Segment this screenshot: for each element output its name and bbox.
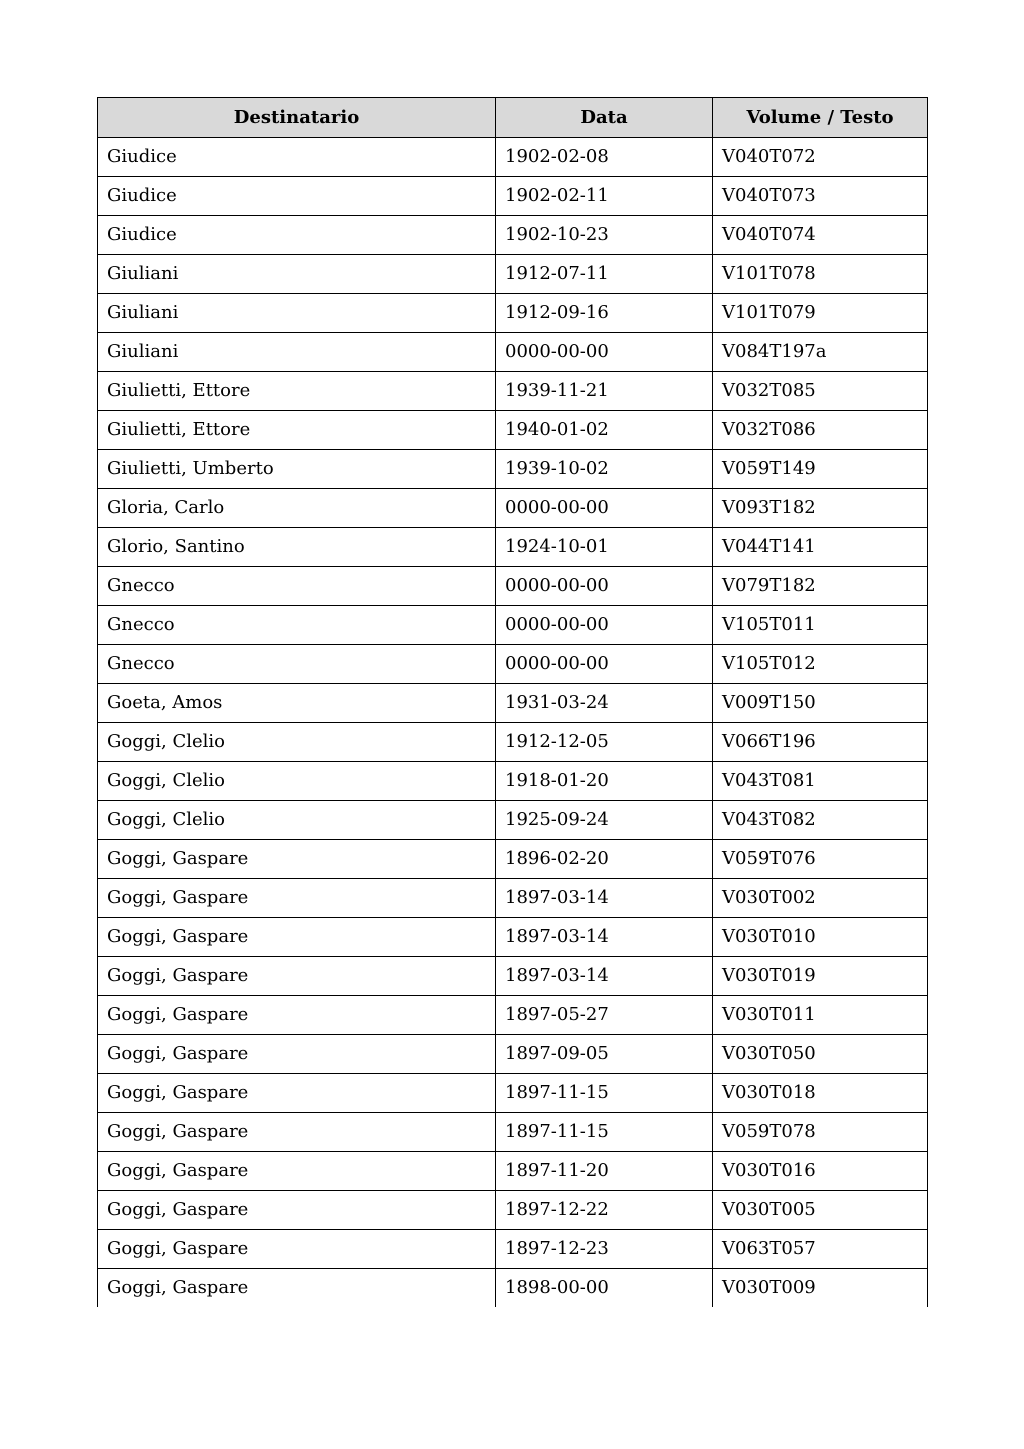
cell-data: 1897-05-27 bbox=[496, 996, 713, 1035]
table-row bbox=[98, 177, 928, 216]
cell-data: 1939-11-21 bbox=[496, 372, 713, 411]
cell-destinatario: Goggi, Gaspare bbox=[98, 1074, 496, 1113]
header-data: Data bbox=[496, 98, 713, 138]
cell-data: 1897-11-15 bbox=[496, 1113, 713, 1152]
table-row bbox=[98, 957, 928, 996]
table-row bbox=[98, 216, 928, 255]
table-header bbox=[98, 98, 928, 138]
cell-data: 1940-01-02 bbox=[496, 411, 713, 450]
cell-destinatario: Glorio, Santino bbox=[98, 528, 496, 567]
cell-data: 1925-09-24 bbox=[496, 801, 713, 840]
table-row bbox=[98, 645, 928, 684]
table-row bbox=[98, 723, 928, 762]
cell-volume-testo: V101T078 bbox=[713, 255, 928, 294]
cell-volume-testo: V105T011 bbox=[713, 606, 928, 645]
cell-volume-testo: V032T086 bbox=[713, 411, 928, 450]
cell-destinatario: Gnecco bbox=[98, 645, 496, 684]
cell-volume-testo: V030T005 bbox=[713, 1191, 928, 1230]
table-row bbox=[98, 606, 928, 645]
cell-data: 1918-01-20 bbox=[496, 762, 713, 801]
cell-volume-testo: V043T081 bbox=[713, 762, 928, 801]
cell-destinatario: Giulietti, Umberto bbox=[98, 450, 496, 489]
cell-data: 1902-02-11 bbox=[496, 177, 713, 216]
table-row bbox=[98, 1191, 928, 1230]
cell-volume-testo: V030T018 bbox=[713, 1074, 928, 1113]
table-row bbox=[98, 1152, 928, 1191]
table-body bbox=[98, 138, 928, 1308]
cell-destinatario: Giudice bbox=[98, 216, 496, 255]
cell-destinatario: Giulietti, Ettore bbox=[98, 411, 496, 450]
cell-data: 1902-02-08 bbox=[496, 138, 713, 177]
cell-volume-testo: V059T078 bbox=[713, 1113, 928, 1152]
table-row bbox=[98, 1230, 928, 1269]
cell-destinatario: Giudice bbox=[98, 177, 496, 216]
table-row bbox=[98, 333, 928, 372]
header-volume-testo: Volume / Testo bbox=[713, 98, 928, 138]
cell-volume-testo: V030T050 bbox=[713, 1035, 928, 1074]
table-row bbox=[98, 489, 928, 528]
cell-destinatario: Goggi, Gaspare bbox=[98, 957, 496, 996]
table-row bbox=[98, 138, 928, 177]
cell-volume-testo: V059T149 bbox=[713, 450, 928, 489]
cell-destinatario: Goggi, Gaspare bbox=[98, 1113, 496, 1152]
cell-destinatario: Goggi, Clelio bbox=[98, 723, 496, 762]
table-row bbox=[98, 255, 928, 294]
cell-data: 1897-09-05 bbox=[496, 1035, 713, 1074]
cell-data: 1897-12-23 bbox=[496, 1230, 713, 1269]
cell-destinatario: Goggi, Gaspare bbox=[98, 1035, 496, 1074]
cell-data: 1912-09-16 bbox=[496, 294, 713, 333]
table-row bbox=[98, 294, 928, 333]
cell-data: 1898-00-00 bbox=[496, 1269, 713, 1308]
cell-volume-testo: V030T011 bbox=[713, 996, 928, 1035]
cell-destinatario: Goggi, Gaspare bbox=[98, 996, 496, 1035]
cell-destinatario: Goggi, Clelio bbox=[98, 801, 496, 840]
cell-volume-testo: V030T016 bbox=[713, 1152, 928, 1191]
header-row bbox=[98, 98, 928, 138]
table-row bbox=[98, 879, 928, 918]
table-row bbox=[98, 411, 928, 450]
cell-volume-testo: V063T057 bbox=[713, 1230, 928, 1269]
cell-destinatario: Goeta, Amos bbox=[98, 684, 496, 723]
cell-volume-testo: V043T082 bbox=[713, 801, 928, 840]
cell-data: 1912-07-11 bbox=[496, 255, 713, 294]
cell-volume-testo: V093T182 bbox=[713, 489, 928, 528]
table-row bbox=[98, 567, 928, 606]
cell-volume-testo: V040T073 bbox=[713, 177, 928, 216]
cell-volume-testo: V030T010 bbox=[713, 918, 928, 957]
cell-data: 1897-03-14 bbox=[496, 879, 713, 918]
cell-destinatario: Goggi, Clelio bbox=[98, 762, 496, 801]
cell-volume-testo: V079T182 bbox=[713, 567, 928, 606]
table-row bbox=[98, 450, 928, 489]
cell-volume-testo: V105T012 bbox=[713, 645, 928, 684]
cell-destinatario: Goggi, Gaspare bbox=[98, 840, 496, 879]
cell-volume-testo: V032T085 bbox=[713, 372, 928, 411]
cell-data: 1897-11-15 bbox=[496, 1074, 713, 1113]
cell-destinatario: Gnecco bbox=[98, 606, 496, 645]
cell-volume-testo: V066T196 bbox=[713, 723, 928, 762]
cell-destinatario: Giuliani bbox=[98, 333, 496, 372]
cell-destinatario: Giulietti, Ettore bbox=[98, 372, 496, 411]
table-row bbox=[98, 684, 928, 723]
cell-data: 0000-00-00 bbox=[496, 489, 713, 528]
table-row bbox=[98, 1113, 928, 1152]
cell-data: 0000-00-00 bbox=[496, 606, 713, 645]
table-row bbox=[98, 918, 928, 957]
table-row bbox=[98, 1074, 928, 1113]
cell-data: 1897-11-20 bbox=[496, 1152, 713, 1191]
cell-volume-testo: V030T019 bbox=[713, 957, 928, 996]
cell-data: 1896-02-20 bbox=[496, 840, 713, 879]
cell-destinatario: Giudice bbox=[98, 138, 496, 177]
cell-volume-testo: V040T072 bbox=[713, 138, 928, 177]
cell-data: 0000-00-00 bbox=[496, 645, 713, 684]
table-row bbox=[98, 996, 928, 1035]
cell-data: 1912-12-05 bbox=[496, 723, 713, 762]
cell-destinatario: Gloria, Carlo bbox=[98, 489, 496, 528]
table-row bbox=[98, 762, 928, 801]
table-row bbox=[98, 528, 928, 567]
cell-destinatario: Gnecco bbox=[98, 567, 496, 606]
cell-data: 1897-03-14 bbox=[496, 957, 713, 996]
cell-data: 1931-03-24 bbox=[496, 684, 713, 723]
cell-destinatario: Goggi, Gaspare bbox=[98, 879, 496, 918]
cell-volume-testo: V044T141 bbox=[713, 528, 928, 567]
cell-volume-testo: V009T150 bbox=[713, 684, 928, 723]
letters-index-table bbox=[97, 97, 928, 1307]
cell-data: 1897-03-14 bbox=[496, 918, 713, 957]
cell-data: 1924-10-01 bbox=[496, 528, 713, 567]
cell-destinatario: Goggi, Gaspare bbox=[98, 1230, 496, 1269]
cell-volume-testo: V059T076 bbox=[713, 840, 928, 879]
cell-volume-testo: V040T074 bbox=[713, 216, 928, 255]
table-row bbox=[98, 1035, 928, 1074]
cell-data: 0000-00-00 bbox=[496, 567, 713, 606]
cell-volume-testo: V101T079 bbox=[713, 294, 928, 333]
cell-destinatario: Giuliani bbox=[98, 255, 496, 294]
header-destinatario: Destinatario bbox=[98, 98, 496, 138]
cell-data: 0000-00-00 bbox=[496, 333, 713, 372]
cell-volume-testo: V084T197a bbox=[713, 333, 928, 372]
cell-destinatario: Goggi, Gaspare bbox=[98, 918, 496, 957]
table-row bbox=[98, 840, 928, 879]
cell-volume-testo: V030T002 bbox=[713, 879, 928, 918]
cell-data: 1897-12-22 bbox=[496, 1191, 713, 1230]
cell-destinatario: Giuliani bbox=[98, 294, 496, 333]
cell-destinatario: Goggi, Gaspare bbox=[98, 1269, 496, 1308]
table-row bbox=[98, 1269, 928, 1308]
cell-destinatario: Goggi, Gaspare bbox=[98, 1152, 496, 1191]
table-row bbox=[98, 372, 928, 411]
cell-data: 1902-10-23 bbox=[496, 216, 713, 255]
cell-destinatario: Goggi, Gaspare bbox=[98, 1191, 496, 1230]
cell-volume-testo: V030T009 bbox=[713, 1269, 928, 1308]
table-row bbox=[98, 801, 928, 840]
cell-data: 1939-10-02 bbox=[496, 450, 713, 489]
